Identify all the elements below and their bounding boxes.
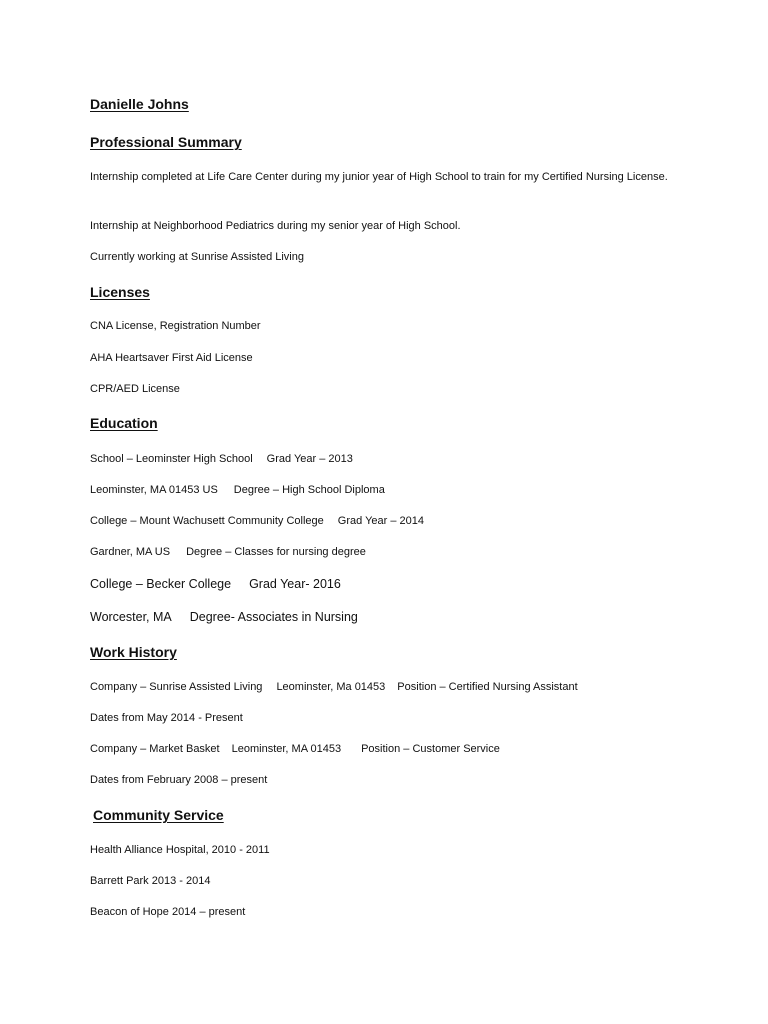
work-dates: Dates from May 2014 - Present (90, 712, 243, 724)
work-position: Position – Customer Service (361, 743, 500, 755)
education-row (90, 483, 385, 497)
license-item: CNA License, Registration Number (90, 320, 261, 332)
license-item: AHA Heartsaver First Aid License (90, 352, 253, 364)
education-right: Grad Year – 2013 (266, 453, 353, 465)
education-left: Leominster, MA 01453 US (90, 484, 218, 496)
education-row (90, 452, 353, 466)
community-item: Beacon of Hope 2014 – present (90, 906, 246, 918)
work-location: Leominster, Ma 01453 (276, 681, 386, 693)
education-left: College – Mount Wachusett Community College (90, 515, 324, 527)
education-right: Grad Year- 2016 (249, 577, 341, 591)
work-heading: Work History (90, 644, 177, 660)
work-row (90, 680, 578, 694)
education-right: Degree – High School Diploma (233, 484, 385, 496)
education-left: School – Leominster High School (90, 453, 253, 465)
license-item: CPR/AED License (90, 383, 180, 395)
summary-line: Internship at Neighborhood Pediatrics during my senior year of High School. (90, 220, 461, 232)
resume-name: Danielle Johns (90, 96, 189, 112)
education-row (90, 576, 341, 592)
education-left: College – Becker College (90, 577, 232, 591)
education-row (90, 514, 424, 528)
community-item: Barrett Park 2013 - 2014 (90, 875, 211, 887)
work-location: Leominster, MA 01453 (231, 743, 342, 755)
education-right: Degree- Associates in Nursing (189, 610, 358, 624)
community-item: Health Alliance Hospital, 2010 - 2011 (90, 844, 270, 856)
work-company: Company – Sunrise Assisted Living (90, 681, 263, 693)
education-row (90, 545, 366, 559)
education-heading: Education (90, 415, 158, 431)
work-row (90, 742, 500, 756)
community-heading: Community Service (93, 807, 224, 823)
education-left: Worcester, MA (90, 610, 172, 624)
work-position: Position – Certified Nursing Assistant (397, 681, 578, 693)
licenses-heading: Licenses (90, 284, 150, 300)
education-left: Gardner, MA US (90, 546, 171, 558)
work-dates: Dates from February 2008 – present (90, 774, 268, 786)
education-right: Grad Year – 2014 (337, 515, 425, 527)
education-row (90, 609, 358, 625)
summary-line: Internship completed at Life Care Center during my junior year of High School to train for my Certified Nursing License. (90, 171, 668, 183)
summary-heading: Professional Summary (90, 134, 242, 150)
education-right: Degree – Classes for nursing degree (186, 546, 366, 558)
work-company: Company – Market Basket (90, 743, 220, 755)
summary-line: Currently working at Sunrise Assisted Living (90, 251, 304, 263)
